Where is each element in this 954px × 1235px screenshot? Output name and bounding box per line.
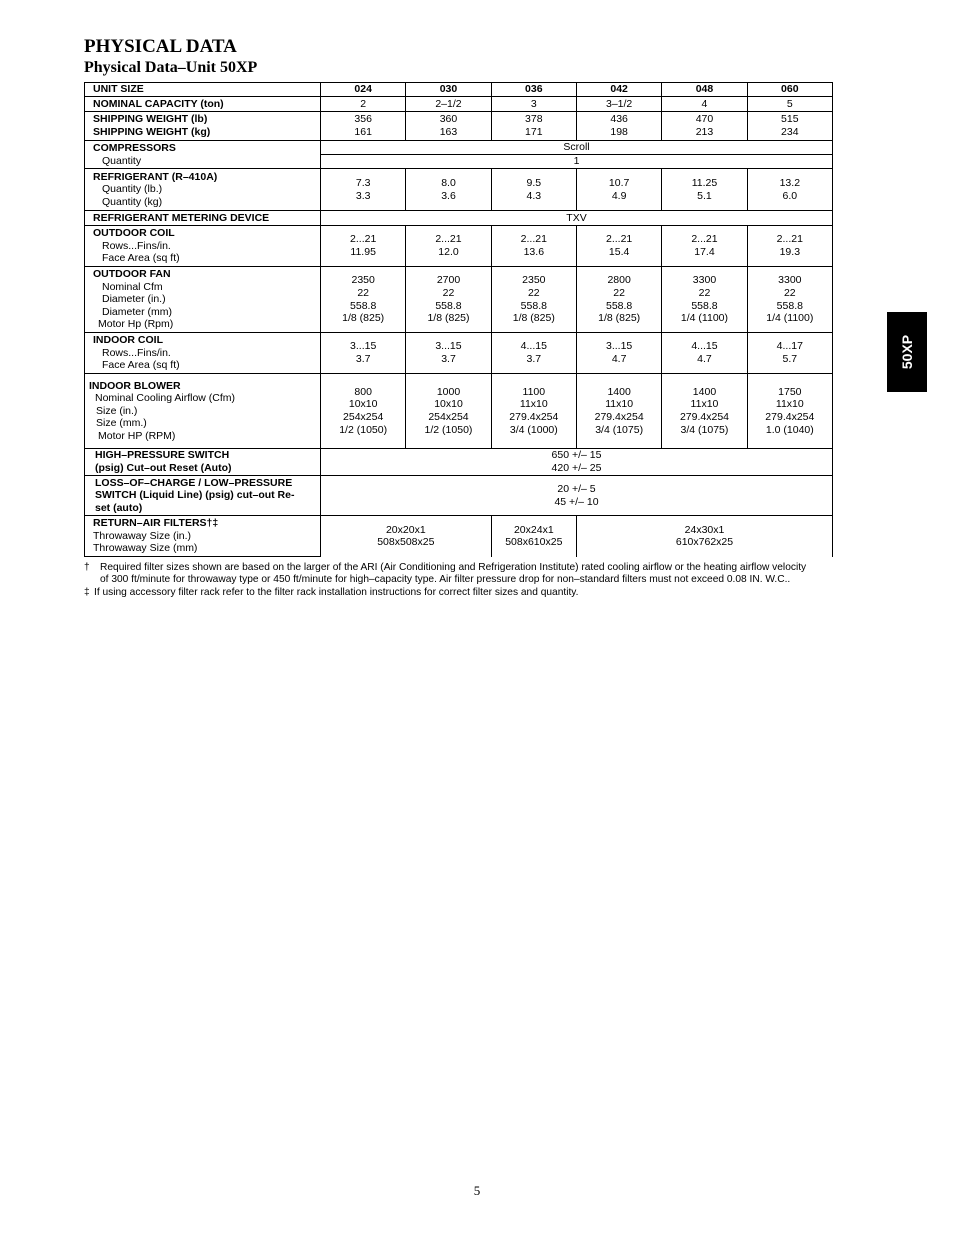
refrigerant-cell: 7.3 3.3 — [321, 169, 406, 211]
unit-size-cell: 024 — [321, 83, 406, 97]
shipping-weight-cell: 378 171 — [491, 112, 576, 141]
row-label-nominal-capacity: NOMINAL CAPACITY (ton) — [85, 97, 321, 112]
table-row-outdoor-fan — [85, 267, 833, 333]
indoor-coil-cell: 4...15 4.7 — [662, 333, 747, 374]
footnote-dagger: † Required filter sizes shown are based on the larger of the ARI (Air Conditioning and Refrigeration Institute) rated cooling airflow or the heating airflow velocity of 300 ft/minute for throwaway type or 450 ft/minute for high–capacity type. Air filter pressure drop for non–standard filters must not exceed 0.08 IN. W.C.. — [84, 562, 807, 586]
unit-size-cell: 030 — [406, 83, 491, 97]
indoor-blower-cell: 1750 11x10 279.4x254 1.0 (1040) — [747, 374, 832, 449]
table-row-shipping-weight — [85, 112, 833, 141]
indoor-coil-cell: 3...15 4.7 — [576, 333, 661, 374]
low-pressure-values-cell: 20 +/– 5 45 +/– 10 — [321, 476, 833, 516]
filter-size-cell: 24x30x1 610x762x25 — [576, 516, 832, 557]
row-label-unit-size: UNIT SIZE — [85, 83, 321, 97]
shipping-weight-cell: 515 234 — [747, 112, 832, 141]
indoor-blower-cell: 1000 10x10 254x254 1/2 (1050) — [406, 374, 491, 449]
capacity-cell: 4 — [662, 97, 747, 112]
unit-size-cell: 048 — [662, 83, 747, 97]
capacity-cell: 3–1/2 — [576, 97, 661, 112]
table-row-refrigerant — [85, 169, 833, 211]
filter-size-cell: 20x20x1 508x508x25 — [321, 516, 492, 557]
capacity-cell: 2 — [321, 97, 406, 112]
outdoor-fan-cell: 3300 22 558.8 1/4 (1100) — [747, 267, 832, 333]
indoor-coil-cell: 3...15 3.7 — [321, 333, 406, 374]
table-row-indoor-blower — [85, 374, 833, 449]
table-row-outdoor-coil — [85, 226, 833, 267]
row-label-indoor-blower: INDOOR BLOWER Nominal Cooling Airflow (Cfm) Size (in.) Size (mm.) Motor HP (RPM) — [85, 374, 321, 449]
high-pressure-values-cell: 650 +/– 15 420 +/– 25 — [321, 449, 833, 476]
row-label-indoor-coil: INDOOR COIL Rows...Fins/in. Face Area (sq ft) — [85, 333, 321, 374]
outdoor-coil-cell: 2...21 15.4 — [576, 226, 661, 267]
outdoor-fan-cell: 2700 22 558.8 1/8 (825) — [406, 267, 491, 333]
row-label-refrigerant: REFRIGERANT (R–410A) Quantity (lb.) Quantity (kg) — [85, 169, 321, 211]
unit-size-cell: 036 — [491, 83, 576, 97]
refrigerant-cell: 13.2 6.0 — [747, 169, 832, 211]
refrigerant-cell: 10.7 4.9 — [576, 169, 661, 211]
row-label-high-pressure-switch: HIGH–PRESSURE SWITCH (psig) Cut–out Reset (Auto) — [85, 449, 321, 476]
shipping-weight-cell: 470 213 — [662, 112, 747, 141]
filter-size-cell: 20x24x1 508x610x25 — [491, 516, 576, 557]
outdoor-fan-cell: 2350 22 558.8 1/8 (825) — [491, 267, 576, 333]
capacity-cell: 3 — [491, 97, 576, 112]
compressor-type-cell: Scroll — [321, 141, 833, 155]
metering-device-cell: TXV — [321, 211, 833, 226]
unit-size-cell: 060 — [747, 83, 832, 97]
capacity-cell: 2–1/2 — [406, 97, 491, 112]
indoor-blower-cell: 1100 11x10 279.4x254 3/4 (1000) — [491, 374, 576, 449]
table-row-indoor-coil — [85, 333, 833, 374]
footnotes — [84, 562, 874, 599]
outdoor-coil-cell: 2...21 11.95 — [321, 226, 406, 267]
section-side-tab: 50XP — [887, 312, 927, 392]
refrigerant-cell: 11.25 5.1 — [662, 169, 747, 211]
table-row-compressors — [85, 141, 833, 155]
outdoor-coil-cell: 2...21 12.0 — [406, 226, 491, 267]
shipping-weight-cell: 360 163 — [406, 112, 491, 141]
table-row-nominal-capacity — [85, 97, 833, 112]
page-subtitle: Physical Data–Unit 50XP — [84, 59, 258, 76]
indoor-coil-cell: 4...15 3.7 — [491, 333, 576, 374]
outdoor-coil-cell: 2...21 19.3 — [747, 226, 832, 267]
indoor-blower-cell: 1400 11x10 279.4x254 3/4 (1075) — [662, 374, 747, 449]
row-label-compressors: COMPRESSORS Quantity — [85, 141, 321, 169]
outdoor-fan-cell: 2350 22 558.8 1/8 (825) — [321, 267, 406, 333]
indoor-coil-cell: 3...15 3.7 — [406, 333, 491, 374]
compressor-quantity-cell: 1 — [321, 155, 833, 169]
row-label-metering-device: REFRIGERANT METERING DEVICE — [85, 211, 321, 226]
table-row-return-air-filters — [85, 516, 833, 557]
physical-data-table — [84, 82, 833, 557]
footnote-double-dagger: ‡ If using accessory filter rack refer to the filter rack installation instructions for correct filter sizes and quantity. — [84, 586, 579, 598]
outdoor-fan-cell: 3300 22 558.8 1/4 (1100) — [662, 267, 747, 333]
refrigerant-cell: 8.0 3.6 — [406, 169, 491, 211]
capacity-cell: 5 — [747, 97, 832, 112]
row-label-outdoor-coil: OUTDOOR COIL Rows...Fins/in. Face Area (sq ft) — [85, 226, 321, 267]
indoor-coil-cell: 4...17 5.7 — [747, 333, 832, 374]
outdoor-fan-cell: 2800 22 558.8 1/8 (825) — [576, 267, 661, 333]
table-row-low-pressure-switch — [85, 476, 833, 516]
table-row-high-pressure-switch — [85, 449, 833, 476]
outdoor-coil-cell: 2...21 13.6 — [491, 226, 576, 267]
indoor-blower-cell: 1400 11x10 279.4x254 3/4 (1075) — [576, 374, 661, 449]
page-number: 5 — [473, 1183, 481, 1198]
shipping-weight-cell: 436 198 — [576, 112, 661, 141]
table-row-unit-size — [85, 83, 833, 97]
row-label-low-pressure-switch: LOSS–OF–CHARGE / LOW–PRESSURE SWITCH (Liquid Line) (psig) cut–out Re- set (auto) — [85, 476, 321, 516]
table-row-metering-device — [85, 211, 833, 226]
refrigerant-cell: 9.5 4.3 — [491, 169, 576, 211]
page-title: PHYSICAL DATA — [84, 36, 237, 57]
row-label-outdoor-fan: OUTDOOR FAN Nominal Cfm Diameter (in.) Diameter (mm) Motor Hp (Rpm) — [85, 267, 321, 333]
unit-size-cell: 042 — [576, 83, 661, 97]
shipping-weight-cell: 356 161 — [321, 112, 406, 141]
row-label-return-air-filters: RETURN–AIR FILTERS†‡ Throwaway Size (in.) Throwaway Size (mm) — [85, 516, 321, 557]
row-label-shipping-weight: SHIPPING WEIGHT (lb) SHIPPING WEIGHT (kg) — [85, 112, 321, 141]
outdoor-coil-cell: 2...21 17.4 — [662, 226, 747, 267]
indoor-blower-cell: 800 10x10 254x254 1/2 (1050) — [321, 374, 406, 449]
